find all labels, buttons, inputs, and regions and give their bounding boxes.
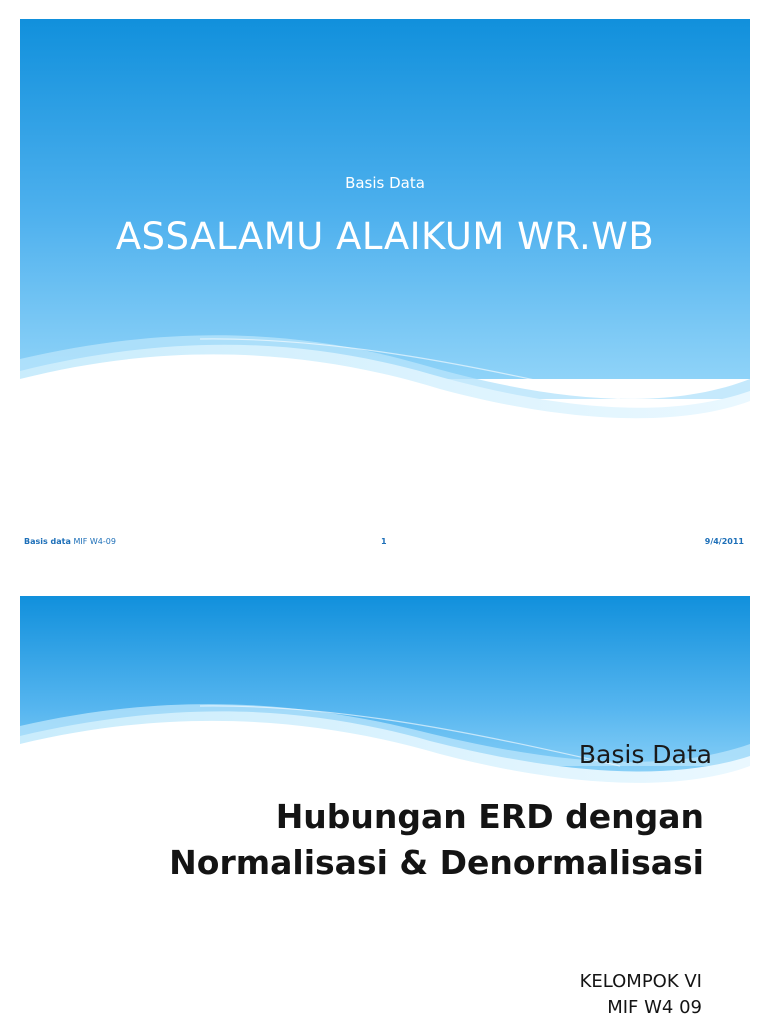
slide-1-header-background bbox=[20, 19, 750, 539]
slide-1-footer-course bbox=[24, 537, 116, 546]
slide-2-group-class: MIF W4 09 bbox=[607, 997, 702, 1019]
slide-1-subtitle: Basis Data bbox=[345, 174, 425, 192]
slide-1 bbox=[20, 19, 750, 546]
slide-1-title: ASSALAMU ALAIKUM WR.WB bbox=[115, 215, 655, 258]
slide-2-subtitle: Basis Data bbox=[578, 740, 712, 769]
slide-1-date: 9/4/2011 bbox=[704, 537, 744, 546]
slide-2-group-info bbox=[580, 969, 702, 1021]
slide-1-page-number: 1 bbox=[381, 537, 387, 546]
slide-2-group-name: KELOMPOK VI bbox=[579, 971, 702, 992]
slide-2-title-line-2: Normalisasi & Denormalisasi bbox=[169, 843, 704, 883]
slide-2-title-line-1: Hubungan ERD dengan bbox=[275, 797, 704, 836]
slide-2 bbox=[20, 596, 750, 1036]
footer-course-class: MIF W4-09 bbox=[70, 537, 116, 546]
footer-course-bold: Basis data bbox=[24, 537, 71, 546]
slide-2-title bbox=[169, 794, 704, 886]
